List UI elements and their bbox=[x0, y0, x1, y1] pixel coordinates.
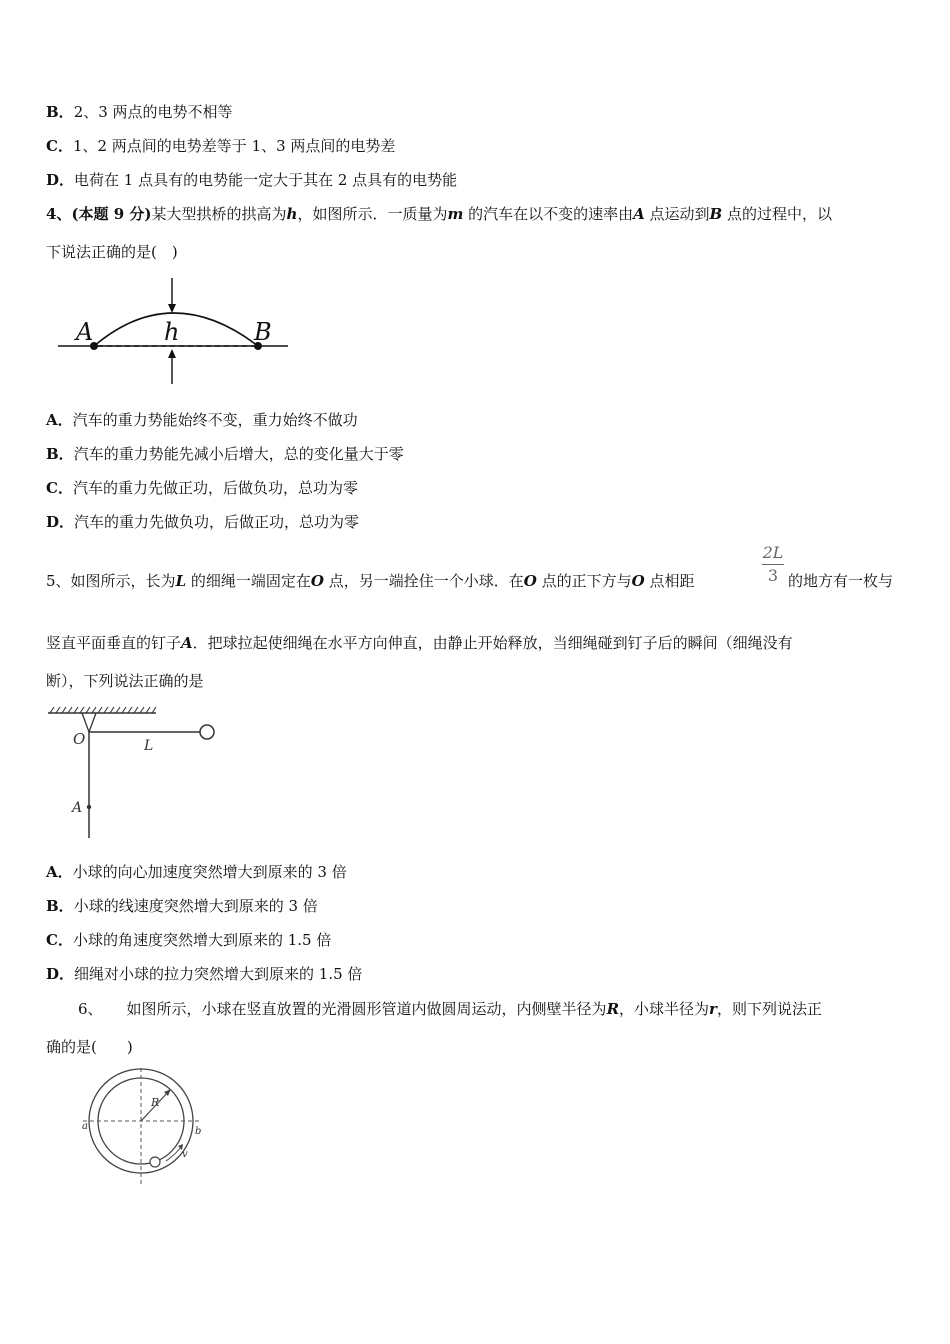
q5-stem-line1 bbox=[46, 571, 694, 591]
label-v: v bbox=[182, 1149, 188, 1160]
option-label: C． bbox=[46, 479, 73, 497]
option-label: D． bbox=[46, 513, 75, 531]
q5-number: 5、 bbox=[46, 572, 71, 590]
q3-option-c bbox=[46, 136, 395, 156]
q6-stem-line1 bbox=[78, 999, 822, 1019]
var-o: O bbox=[310, 572, 324, 590]
option-label: D． bbox=[46, 965, 75, 983]
label-r: R bbox=[151, 1096, 160, 1109]
q4-number: 4、 bbox=[46, 205, 72, 223]
q6-stem-text: ，则下列说法正 bbox=[716, 1000, 822, 1018]
label-o: O bbox=[73, 730, 86, 748]
var-m: m bbox=[447, 205, 464, 223]
q5-option-b bbox=[46, 896, 318, 916]
q6-number: 6、 bbox=[78, 1000, 103, 1018]
var-b: B bbox=[709, 205, 723, 223]
label-a: A bbox=[76, 318, 94, 346]
q3-option-d bbox=[46, 170, 457, 190]
label-l: L bbox=[144, 738, 154, 754]
label-b: B bbox=[254, 318, 272, 346]
option-text: 汽车的重力势能先减小后增大，总的变化量大于零 bbox=[73, 445, 404, 463]
option-label: A． bbox=[46, 411, 73, 429]
q4-stem-text: 某大型拱桥的拱高为 bbox=[151, 205, 287, 223]
option-label: D． bbox=[46, 171, 75, 189]
q4-option-a bbox=[46, 410, 358, 430]
q6-stem-text: 如图所示，小球在竖直放置的光滑圆形管道内做圆周运动，内侧壁半径为 bbox=[126, 1000, 607, 1018]
q5-stem-text: 如图所示，长为 bbox=[70, 572, 176, 590]
var-o: O bbox=[631, 572, 645, 590]
fraction-denominator: 3 bbox=[767, 566, 779, 585]
fraction-numerator: 2L bbox=[762, 543, 784, 562]
q4-option-d bbox=[46, 512, 359, 532]
q5-stem-text: 点的正下方与 bbox=[536, 572, 632, 590]
q5-stem-text: 点相距 bbox=[644, 572, 695, 590]
option-label: A． bbox=[46, 863, 73, 881]
option-label: C． bbox=[46, 931, 73, 949]
q6-stem-text: ，小球半径为 bbox=[619, 1000, 710, 1018]
q4-option-b bbox=[46, 444, 404, 464]
var-r: R bbox=[606, 1000, 620, 1018]
option-text: 汽车的重力势能始终不变，重力始终不做功 bbox=[72, 411, 358, 429]
option-label: C． bbox=[46, 137, 73, 155]
q5-stem-tail: 的地方有一枚与 bbox=[788, 572, 894, 590]
option-text: 汽车的重力先做负功，后做正功，总功为零 bbox=[74, 513, 360, 531]
var-a: A bbox=[633, 205, 645, 223]
q6-stem-line2: 确的是( ) bbox=[46, 1038, 133, 1056]
option-text: 电荷在 1 点具有的电势能一定大于其在 2 点具有的电势能 bbox=[74, 171, 458, 189]
option-text: 小球的向心加速度突然增大到原来的 3 倍 bbox=[72, 863, 347, 881]
option-label: B． bbox=[46, 445, 74, 463]
q5-stem-line3: 断），下列说法正确的是 bbox=[46, 672, 204, 690]
option-text: 2、3 两点的电势不相等 bbox=[73, 103, 233, 121]
var-h: h bbox=[286, 205, 298, 223]
option-text: 小球的线速度突然增大到原来的 3 倍 bbox=[73, 897, 318, 915]
q4-stem-text: 点的过程中，以 bbox=[722, 205, 832, 223]
q4-stem-line2: 下说法正确的是( ) bbox=[46, 243, 178, 261]
q5-pendulum-figure bbox=[44, 702, 224, 842]
q4-stem-line1 bbox=[46, 204, 832, 224]
var-l: L bbox=[175, 572, 187, 590]
var-o: O bbox=[523, 572, 537, 590]
label-h: h bbox=[164, 318, 180, 346]
option-label: B． bbox=[46, 103, 74, 121]
q5-stem-text: ．把球拉起使细绳在水平方向伸直，由静止开始释放，当细绳碰到钉子后的瞬间（细绳没有 bbox=[192, 634, 793, 652]
option-text: 1、2 两点间的电势差等于 1、3 两点间的电势差 bbox=[72, 137, 396, 155]
q5-option-c bbox=[46, 930, 331, 950]
option-text: 汽车的重力先做正功，后做负功，总功为零 bbox=[72, 479, 358, 497]
q4-stem-text: ，如图所示．一质量为 bbox=[297, 205, 448, 223]
option-label: B． bbox=[46, 897, 74, 915]
fraction-bar bbox=[762, 564, 784, 565]
q4-option-c bbox=[46, 478, 358, 498]
q5-stem-text: 竖直平面垂直的钉子 bbox=[46, 634, 182, 652]
label-a: A bbox=[72, 800, 83, 816]
q4-arch-bridge-figure bbox=[52, 272, 297, 390]
var-r-small: r bbox=[709, 1000, 717, 1018]
q5-stem-line2 bbox=[46, 633, 793, 653]
option-text: 小球的角速度突然增大到原来的 1.5 倍 bbox=[72, 931, 332, 949]
label-b: b bbox=[195, 1126, 202, 1137]
option-text: 细绳对小球的拉力突然增大到原来的 1.5 倍 bbox=[74, 965, 363, 983]
var-a: A bbox=[181, 634, 193, 652]
q5-option-a bbox=[46, 862, 347, 882]
q6-circular-tube-figure bbox=[78, 1066, 210, 1190]
q4-stem-text: 点运动到 bbox=[644, 205, 710, 223]
q4-stem-text: 的汽车在以不变的速率由 bbox=[463, 205, 634, 223]
q4-tag: (本题 9 分) bbox=[71, 205, 152, 223]
q5-stem-text: 的细绳一端固定在 bbox=[186, 572, 311, 590]
q5-option-d bbox=[46, 964, 362, 984]
q3-option-b bbox=[46, 102, 233, 122]
q5-stem-text: 点，另一端拴住一个小球．在 bbox=[323, 572, 524, 590]
fraction-2l-over-3 bbox=[760, 543, 786, 586]
label-a: a bbox=[82, 1121, 88, 1132]
